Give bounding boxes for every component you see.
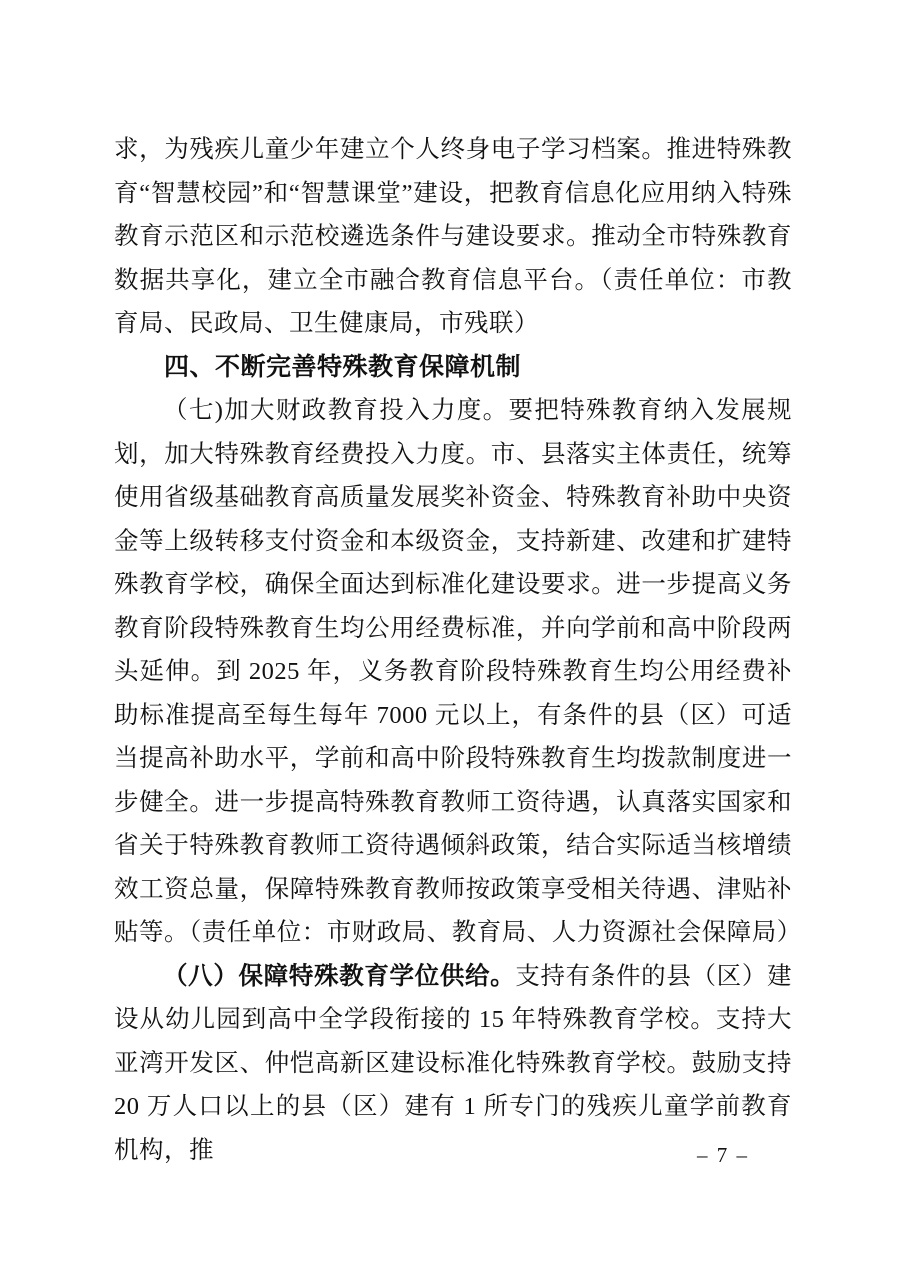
page-number: – 7 – bbox=[697, 1143, 749, 1167]
paragraph-item-7 bbox=[114, 389, 802, 955]
paragraph-item-8-text: 支持有条件的县（区）建设从幼儿园到高中全学段衔接的 15 年特殊教育学校。支持大亚湾开发区、仲恺高新区建设标准化特殊教育学校。鼓励支持 20 万人口以上的县（区）建有 1 所专门的残疾儿童学前教育机构，推 bbox=[114, 962, 793, 1164]
section-heading: 四、不断完善特殊教育保障机制 bbox=[164, 352, 522, 381]
paragraph-item-8 bbox=[114, 955, 792, 1173]
paragraph-item-8-lead: （八）保障特殊教育学位供给。 bbox=[163, 962, 516, 990]
paragraph-item-7-text: 要把特殊教育纳入发展规划，加大特殊教育经费投入力度。市、县落实主体责任，统筹使用省级基础教育高质量发展奖补资金、特殊教育补助中央资金等上级转移支付资金和本级资金，支持新建、改建和扩建特殊教育学校，确保全面达到标准化建设要求。进一步提高义务教育阶段特殊教育生均公用经费标准，并向学前和高中阶段两头延伸。到 2025 年，义务教育阶段特殊教育生均公用经费补助标准提高至每生每年 7000 元以上，有条件的县（区）可适当提高补助水平，学前和高中阶段特殊教育生均拨款制度进一步健全。进一步提高特殊教育教师工资待遇，认真落实国家和省关于特殊教育教师工资待遇倾斜政策，结合实际适当核增绩效工资总量，保障特殊教育教师按政策享受相关待遇、津贴补贴等。（责任单位：市财政局、教育局、人力资源社会保障局） bbox=[114, 397, 802, 946]
paragraph-continuation: 求，为残疾儿童少年建立个人终身电子学习档案。推进特殊教育“智慧校园”和“智慧课堂”建设，把教育信息化应用纳入特殊教育示范区和示范校遴选条件与建设要求。推动全市特殊教育数据共享化，建立全市融合教育信息平台。（责任单位：市教育局、民政局、卫生健康局，市残联） bbox=[114, 136, 792, 337]
paragraph-item-7-lead: （七)加大财政教育投入力度。 bbox=[163, 397, 509, 424]
document-body bbox=[114, 128, 802, 1172]
